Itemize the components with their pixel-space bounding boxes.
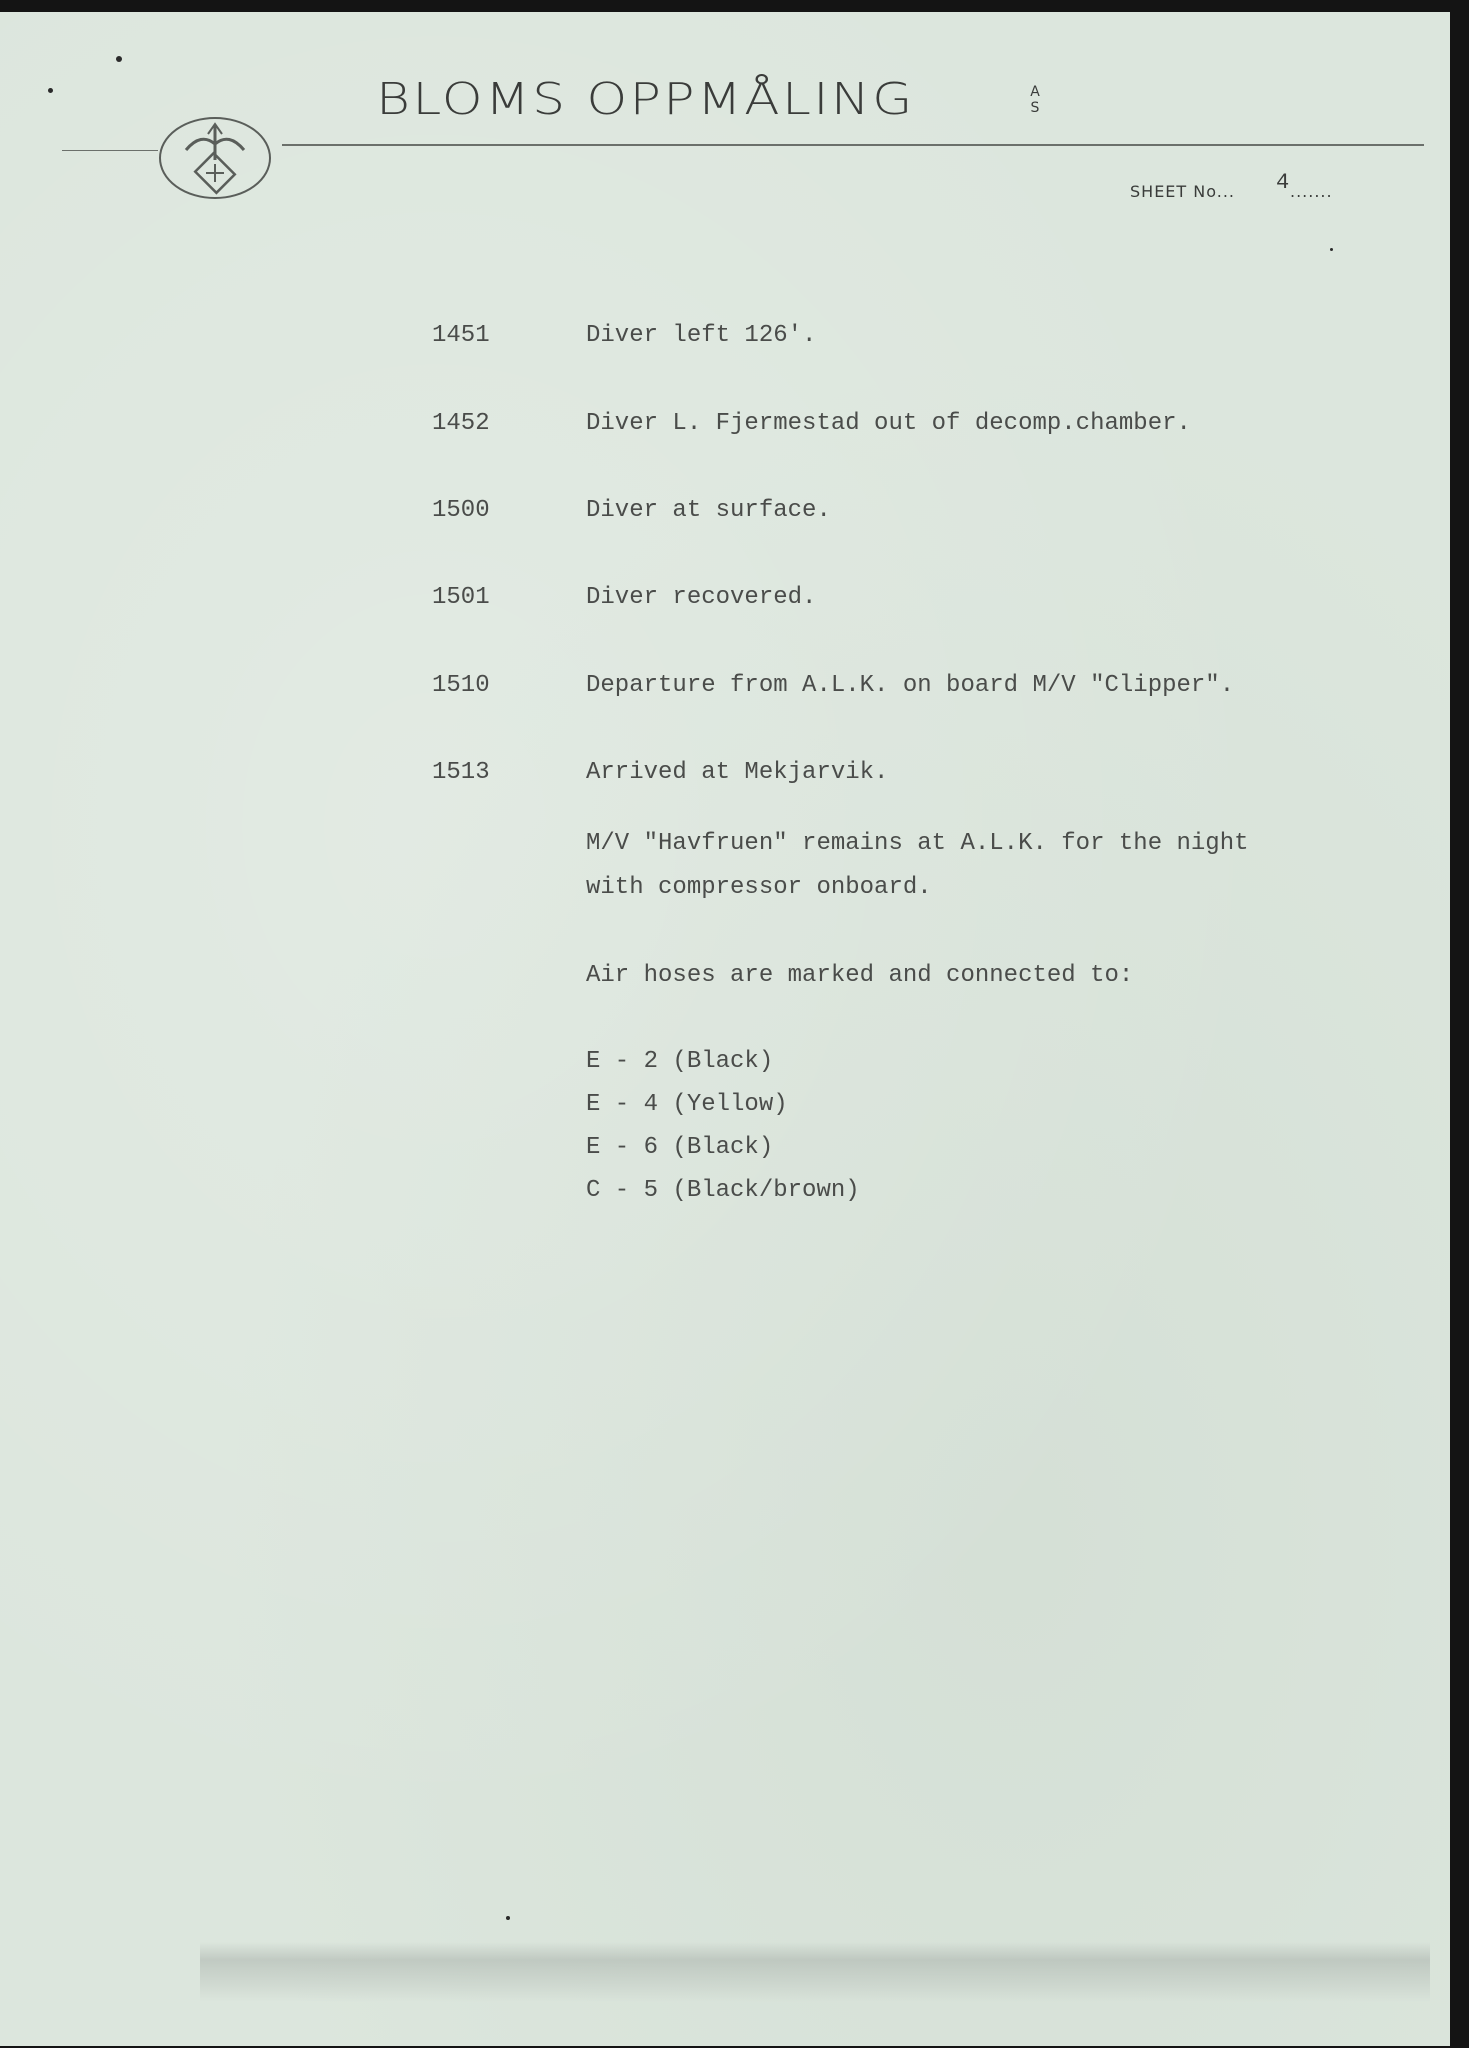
- log-text: Diver L. Fjermestad out of decomp.chamber.: [586, 410, 1191, 437]
- log-time: 1513: [432, 759, 490, 786]
- log-time: 1500: [432, 497, 490, 524]
- company-suffix: AS: [1030, 84, 1040, 116]
- log-text: Diver recovered.: [586, 584, 817, 611]
- letterhead-rule-left: [62, 150, 158, 151]
- scan-fleck: [116, 56, 122, 62]
- scan-smudge: [200, 1942, 1430, 2002]
- note-line: Air hoses are marked and connected to:: [586, 962, 1134, 989]
- sheet-number: 4: [1276, 170, 1290, 195]
- log-time: 1451: [432, 322, 490, 349]
- log-time: 1501: [432, 584, 490, 611]
- log-text: Departure from A.L.K. on board M/V "Clipper".: [586, 672, 1235, 699]
- log-text: Arrived at Mekjarvik.: [586, 759, 889, 786]
- air-hose-item: E - 4 (Yellow): [586, 1091, 788, 1118]
- letterhead-rule-right: [282, 144, 1424, 146]
- scan-fleck: [1330, 248, 1333, 251]
- log-time: 1452: [432, 410, 490, 437]
- company-name: BLOMS OPPMÅLING: [376, 74, 915, 125]
- company-logo-icon: [156, 110, 274, 202]
- air-hose-item: E - 6 (Black): [586, 1134, 774, 1161]
- log-text: Diver at surface.: [586, 497, 831, 524]
- note-line: M/V "Havfruen" remains at A.L.K. for the night: [586, 830, 1249, 857]
- note-line: with compressor onboard.: [586, 874, 932, 901]
- air-hose-item: C - 5 (Black/brown): [586, 1177, 860, 1204]
- log-time: 1510: [432, 672, 490, 699]
- log-text: Diver left 126'.: [586, 322, 817, 349]
- scan-fleck: [506, 1916, 510, 1920]
- document-page: [0, 12, 1450, 2046]
- sheet-label: SHEET No...: [1130, 182, 1235, 201]
- sheet-number-dots: .......: [1290, 182, 1333, 201]
- air-hose-item: E - 2 (Black): [586, 1048, 774, 1075]
- scan-fleck: [48, 88, 53, 93]
